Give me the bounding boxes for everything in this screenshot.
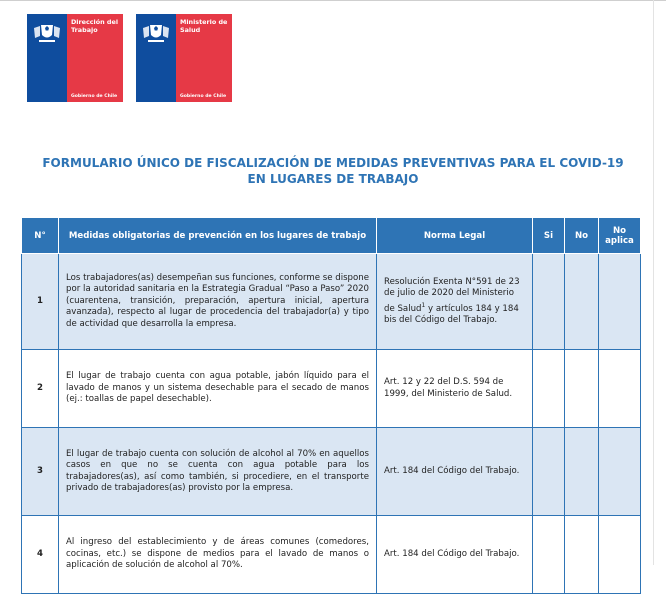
header-medidas: Medidas obligatorias de prevención en los lugares de trabajo bbox=[59, 218, 377, 254]
checkbox-no-aplica[interactable] bbox=[599, 516, 641, 594]
row-medida: El lugar de trabajo cuenta con agua potable, jabón líquido para el lavado de manos y un sistema desechable para el secado de manos (ej.: toallas de papel desechable). bbox=[59, 350, 377, 428]
checkbox-no[interactable] bbox=[565, 428, 599, 516]
checkbox-no-aplica[interactable] bbox=[599, 350, 641, 428]
footnote-ref: 1 bbox=[421, 301, 426, 309]
row-number: 3 bbox=[22, 428, 59, 516]
checkbox-si[interactable] bbox=[533, 428, 565, 516]
header-num: N° bbox=[22, 218, 59, 254]
checkbox-no[interactable] bbox=[565, 350, 599, 428]
row-norma-legal bbox=[377, 254, 533, 350]
logo-blue-panel bbox=[136, 14, 176, 102]
header-no: No bbox=[565, 218, 599, 254]
row-medida: Al ingreso del establecimiento y de áreas comunes (comedores, cocinas, etc.) se dispone de medios para el lavado de manos o aplicación de solución de alcohol al 70%. bbox=[59, 516, 377, 594]
row-norma-legal: Art. 12 y 22 del D.S. 594 de 1999, del Ministerio de Salud. bbox=[377, 350, 533, 428]
logo-footer: Gobierno de Chile bbox=[71, 94, 118, 99]
checkbox-si[interactable] bbox=[533, 516, 565, 594]
checkbox-no-aplica[interactable] bbox=[599, 428, 641, 516]
coat-of-arms-icon bbox=[141, 20, 171, 44]
row-number: 4 bbox=[22, 516, 59, 594]
header-norma-legal: Norma Legal bbox=[377, 218, 533, 254]
header-no-aplica: No aplica bbox=[599, 218, 641, 254]
logo-ministerio-de-salud bbox=[136, 14, 232, 102]
table-row bbox=[22, 350, 641, 428]
row-number: 2 bbox=[22, 350, 59, 428]
checkbox-no[interactable] bbox=[565, 254, 599, 350]
logo-blue-panel bbox=[27, 14, 67, 102]
row-number: 1 bbox=[22, 254, 59, 350]
table-header-row bbox=[22, 218, 641, 254]
coat-of-arms-icon bbox=[32, 20, 62, 44]
logo-footer: Gobierno de Chile bbox=[180, 94, 227, 99]
logo-direccion-del-trabajo bbox=[27, 14, 123, 102]
logo-red-panel bbox=[176, 14, 232, 102]
header-si: Si bbox=[533, 218, 565, 254]
form-title: FORMULARIO ÚNICO DE FISCALIZACIÓN DE MEDIDAS PREVENTIVAS PARA EL COVID-19 EN LUGARES DE TRABAJO bbox=[42, 156, 624, 186]
row-norma-legal: Art. 184 del Código del Trabajo. bbox=[377, 428, 533, 516]
table-row bbox=[22, 254, 641, 350]
checkbox-no[interactable] bbox=[565, 516, 599, 594]
checkbox-si[interactable] bbox=[533, 350, 565, 428]
row-norma-legal: Art. 184 del Código del Trabajo. bbox=[377, 516, 533, 594]
row-medida: El lugar de trabajo cuenta con solución de alcohol al 70% en aquellos casos en que no se cuenta con agua potable para los trabajadores(as), así como también, si procediere, en el transporte privado de trabajadores(as) provisto por la empresa. bbox=[59, 428, 377, 516]
norma-text-cont: y artículos 184 y 184 bis del Código del Trabajo. bbox=[384, 303, 519, 325]
checkbox-no-aplica[interactable] bbox=[599, 254, 641, 350]
table-row bbox=[22, 428, 641, 516]
page-edge bbox=[653, 0, 654, 565]
top-border bbox=[0, 0, 666, 1]
logo-name: Dirección del Trabajo bbox=[71, 18, 119, 34]
measures-table bbox=[21, 217, 641, 594]
table-row bbox=[22, 516, 641, 594]
logo-name: Ministerio de Salud bbox=[180, 18, 228, 34]
row-medida: Los trabajadores(as) desempeñan sus funciones, conforme se dispone por la autoridad sanitaria en la Estrategia Gradual “Paso a Paso” 2020 (cuarentena, transición, preparación, apertura inicial, apertura avanzada), respecto al lugar de procedencia del trabajador(a) y tipo de actividad que desarrolla la empresa. bbox=[59, 254, 377, 350]
checkbox-si[interactable] bbox=[533, 254, 565, 350]
norma-text: Resolución Exenta N°591 de 23 de julio de 2020 del Ministerio de Salud bbox=[384, 276, 520, 314]
logo-red-panel bbox=[67, 14, 123, 102]
